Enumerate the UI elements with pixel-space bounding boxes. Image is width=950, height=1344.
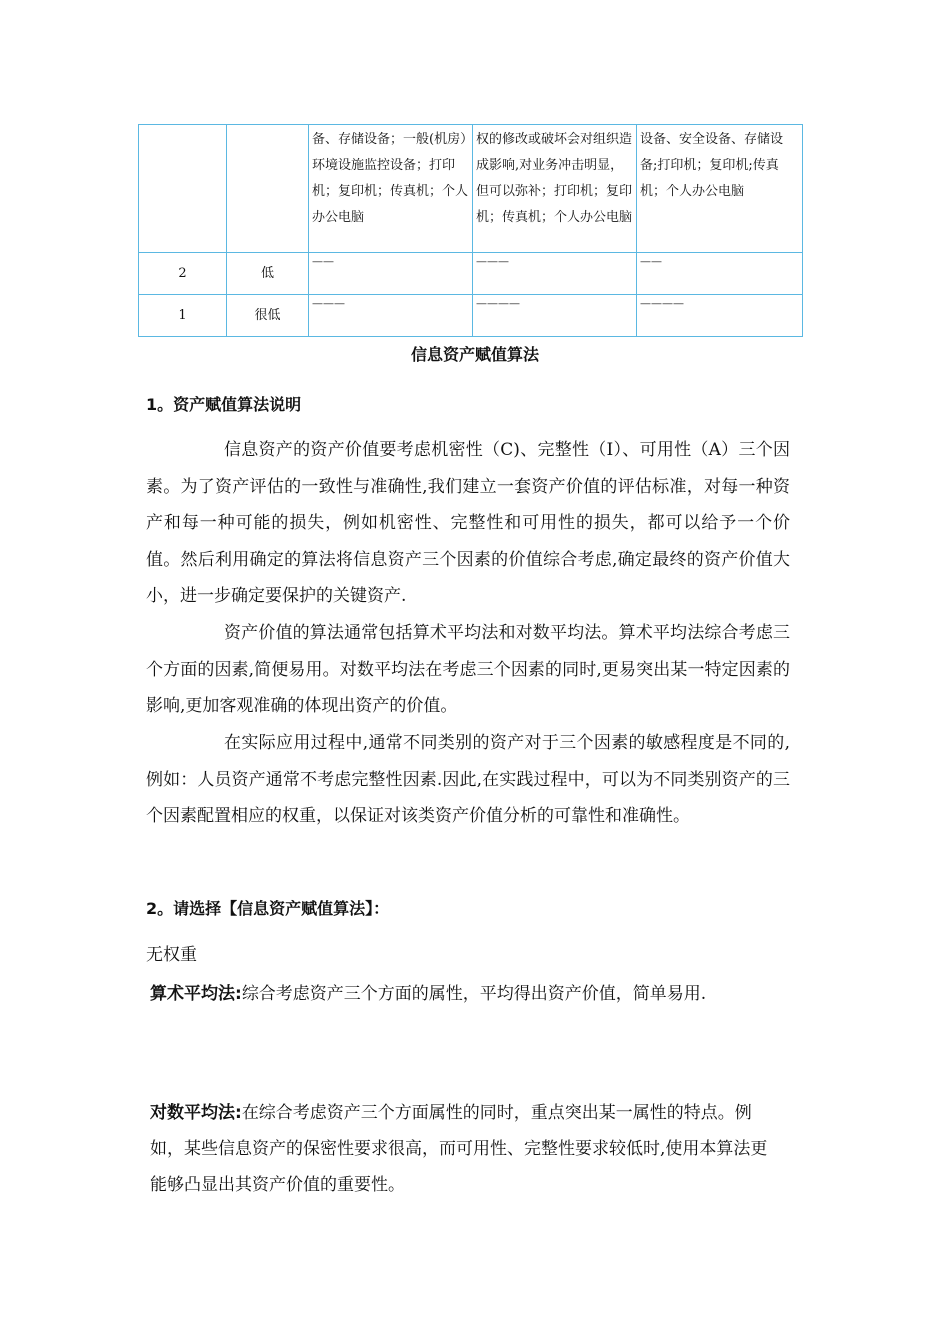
table-cell-dash: —— <box>309 253 473 295</box>
arithmetic-mean-label: 算术平均法: <box>150 984 242 1004</box>
page-title: 信息资产赋值算法 <box>410 345 539 364</box>
table-cell-dash: ———— <box>473 295 637 337</box>
paragraph-2: 资产价值的算法通常包括算术平均法和对数平均法。算术平均法综合考虑三个方面的因素,简便易用。对数平均法在考虑三个因素的同时,更易突出某一特定因素的影响,更加客观准确的体现出资产的价值。 <box>146 623 790 716</box>
table-row <box>139 253 803 295</box>
log-mean-option <box>150 1095 774 1203</box>
table-cell-level-name <box>227 125 309 253</box>
table-cell-level-name: 低 <box>227 253 309 295</box>
log-mean-description: 在综合考虑资产三个方面属性的同时，重点突出某一属性的特点。例如，某些信息资产的保密性要求很高，而可用性、完整性要求较低时,使用本算法更能够凸显出其资产价值的重要性。 <box>150 1103 768 1195</box>
arithmetic-mean-option <box>150 976 774 1012</box>
no-weight-option: 无权重 <box>146 945 197 965</box>
table-cell-level-number <box>139 125 227 253</box>
table-cell-dash: —— <box>637 253 803 295</box>
table-cell-level-name: 很低 <box>227 295 309 337</box>
table-cell-dash: ——— <box>473 253 637 295</box>
table-cell-level-number: 2 <box>139 253 227 295</box>
section-heading-1: 1。资产赋值算法说明 <box>146 395 302 414</box>
table-cell-dash: ——— <box>309 295 473 337</box>
arithmetic-mean-description: 综合考虑资产三个方面的属性，平均得出资产价值，简单易用. <box>241 984 707 1004</box>
table-row <box>139 295 803 337</box>
table-cell-description: 备、存储设备；一般(机房）环境设施监控设备；打印机；复印机；传真机；个人办公电脑 <box>309 125 473 253</box>
paragraph-3: 在实际应用过程中,通常不同类别的资产对于三个因素的敏感程度是不同的,例如：人员资产通常不考虑完整性因素.因此,在实践过程中，可以为不同类别资产的三个因素配置相应的权重，以保证对该类资产价值分析的可靠性和准确性。 <box>146 733 790 826</box>
table-cell-description: 设备、安全设备、存储设备;打印机；复印机;传真机；个人办公电脑 <box>637 125 803 253</box>
table-row <box>139 125 803 253</box>
table-cell-description: 权的修改或破坏会对组织造成影响,对业务冲击明显，但可以弥补；打印机；复印机；传真机；个人办公电脑 <box>473 125 637 253</box>
table-cell-dash: ———— <box>637 295 803 337</box>
table-cell-level-number: 1 <box>139 295 227 337</box>
log-mean-label: 对数平均法: <box>150 1103 242 1123</box>
section-heading-2: 2。请选择【信息资产赋值算法】： <box>146 899 390 918</box>
asset-value-table <box>138 124 803 337</box>
paragraph-1: 信息资产的资产价值要考虑机密性（C)、完整性（I）、可用性（A）三个因素。为了资产评估的一致性与准确性,我们建立一套资产价值的评估标准，对每一种资产和每一种可能的损失，例如机密性、完整性和可用性的损失，都可以给予一个价值。然后利用确定的算法将信息资产三个因素的价值综合考虑,确定最终的资产价值大小，进一步确定要保护的关键资产. <box>146 440 790 606</box>
